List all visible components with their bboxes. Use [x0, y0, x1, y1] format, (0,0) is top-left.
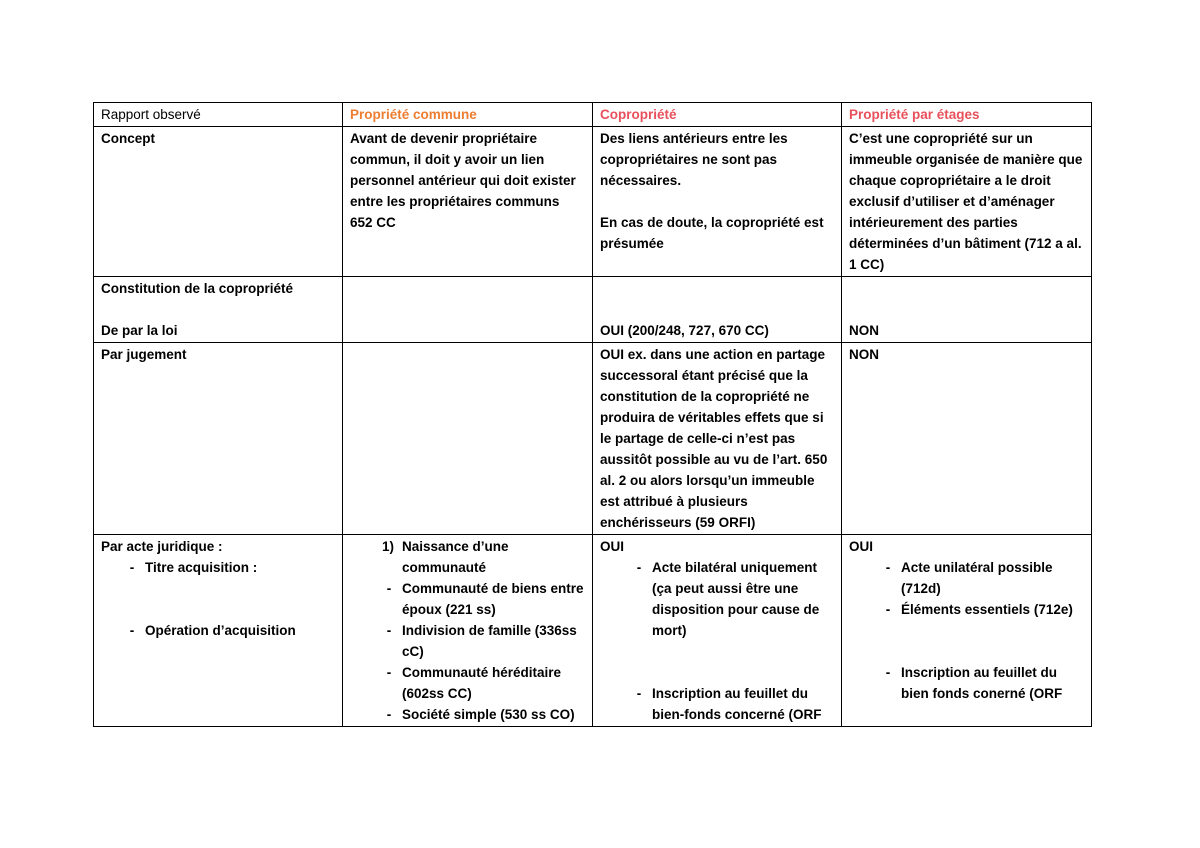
- list-item: - Acte bilatéral uniquement (ça peut aussi être une disposition pour cause de mort): [636, 560, 820, 638]
- concept-copro-text: Des liens antérieurs entre les copropriétaires ne sont pas nécessaires.: [600, 131, 788, 188]
- cell-constitution-ppe: [842, 277, 1092, 343]
- table-row-constitution: [94, 277, 1092, 343]
- list-item: - Inscription au feuillet du bien-fonds concerné (ORF: [636, 686, 822, 722]
- list-item: - Indivision de famille (336ss cC): [386, 623, 577, 659]
- cell-acte-commune: [343, 535, 593, 727]
- list-item: 1) Naissance d’une communauté: [381, 539, 509, 575]
- cell-constitution-copropriete: [593, 277, 842, 343]
- list-item: - Inscription au feuillet du bien fonds conerné (ORF: [885, 665, 1063, 701]
- cell-jugement-commune: [343, 343, 593, 535]
- comparison-table: [93, 102, 1092, 727]
- row-label-acte: [94, 535, 343, 727]
- concept-copro-presumption: En cas de doute, la copropriété est présumée: [600, 215, 824, 251]
- acte-ppe-oui: OUI: [849, 539, 874, 554]
- header-copropriete: Copropriété: [593, 103, 842, 127]
- cell-acte-copropriete: [593, 535, 842, 727]
- row-label-concept: Concept: [94, 127, 343, 277]
- header-row: [94, 103, 1092, 127]
- loi-ppe-value: NON: [849, 323, 879, 338]
- header-rapport-observe: Rapport observé: [94, 103, 343, 127]
- loi-copro-value: OUI (200/248, 727, 670 CC): [600, 323, 769, 338]
- row-label-jugement: Par jugement: [94, 343, 343, 535]
- table-row-jugement: [94, 343, 1092, 535]
- row-label-constitution: [94, 277, 343, 343]
- cell-jugement-copropriete: OUI ex. dans une action en partage successoral étant précisé que la constitution de la copropriété ne produira de véritables effets que si le partage de celle-ci n’est pas aussitôt possible au vu de l’art. 650 al. 2 ou alors lorsqu’un immeuble est attribué à plusieurs enchérisseurs (59 ORFI): [593, 343, 842, 535]
- cell-constitution-commune: [343, 277, 593, 343]
- cell-acte-ppe: [842, 535, 1092, 727]
- acte-label: Par acte juridique :: [101, 539, 223, 554]
- table-row-acte: [94, 535, 1092, 727]
- list-item: - Communauté héréditaire (602ss CC): [386, 665, 562, 701]
- list-item: - Éléments essentiels (712e): [885, 602, 1073, 617]
- list-item: - Acte unilatéral possible (712d): [885, 560, 1053, 596]
- header-propriete-commune: Propriété commune: [343, 103, 593, 127]
- header-propriete-par-etages: Propriété par étages: [842, 103, 1092, 127]
- list-item: - Titre acquisition :: [129, 560, 258, 575]
- list-item: - Opération d’acquisition: [129, 623, 296, 638]
- de-par-la-loi-label: De par la loi: [101, 323, 178, 338]
- cell-concept-copropriete: [593, 127, 842, 277]
- acte-copro-oui: OUI: [600, 539, 625, 554]
- cell-concept-ppe: C’est une copropriété sur un immeuble organisée de manière que chaque copropriétaire a le droit exclusif d’utiliser et d’aménager intérieurement des parties déterminées d’un bâtiment (712 a al. 1 CC): [842, 127, 1092, 277]
- constitution-label: Constitution de la copropriété: [101, 281, 294, 296]
- list-item: - Société simple (530 ss CO): [386, 707, 575, 722]
- table-row-concept: [94, 127, 1092, 277]
- list-item: - Communauté de biens entre époux (221 ss): [386, 581, 584, 617]
- cell-concept-commune: Avant de devenir propriétaire commun, il doit y avoir un lien personnel antérieur qui doit exister entre les propriétaires communs 652 CC: [343, 127, 593, 277]
- cell-jugement-ppe: NON: [842, 343, 1092, 535]
